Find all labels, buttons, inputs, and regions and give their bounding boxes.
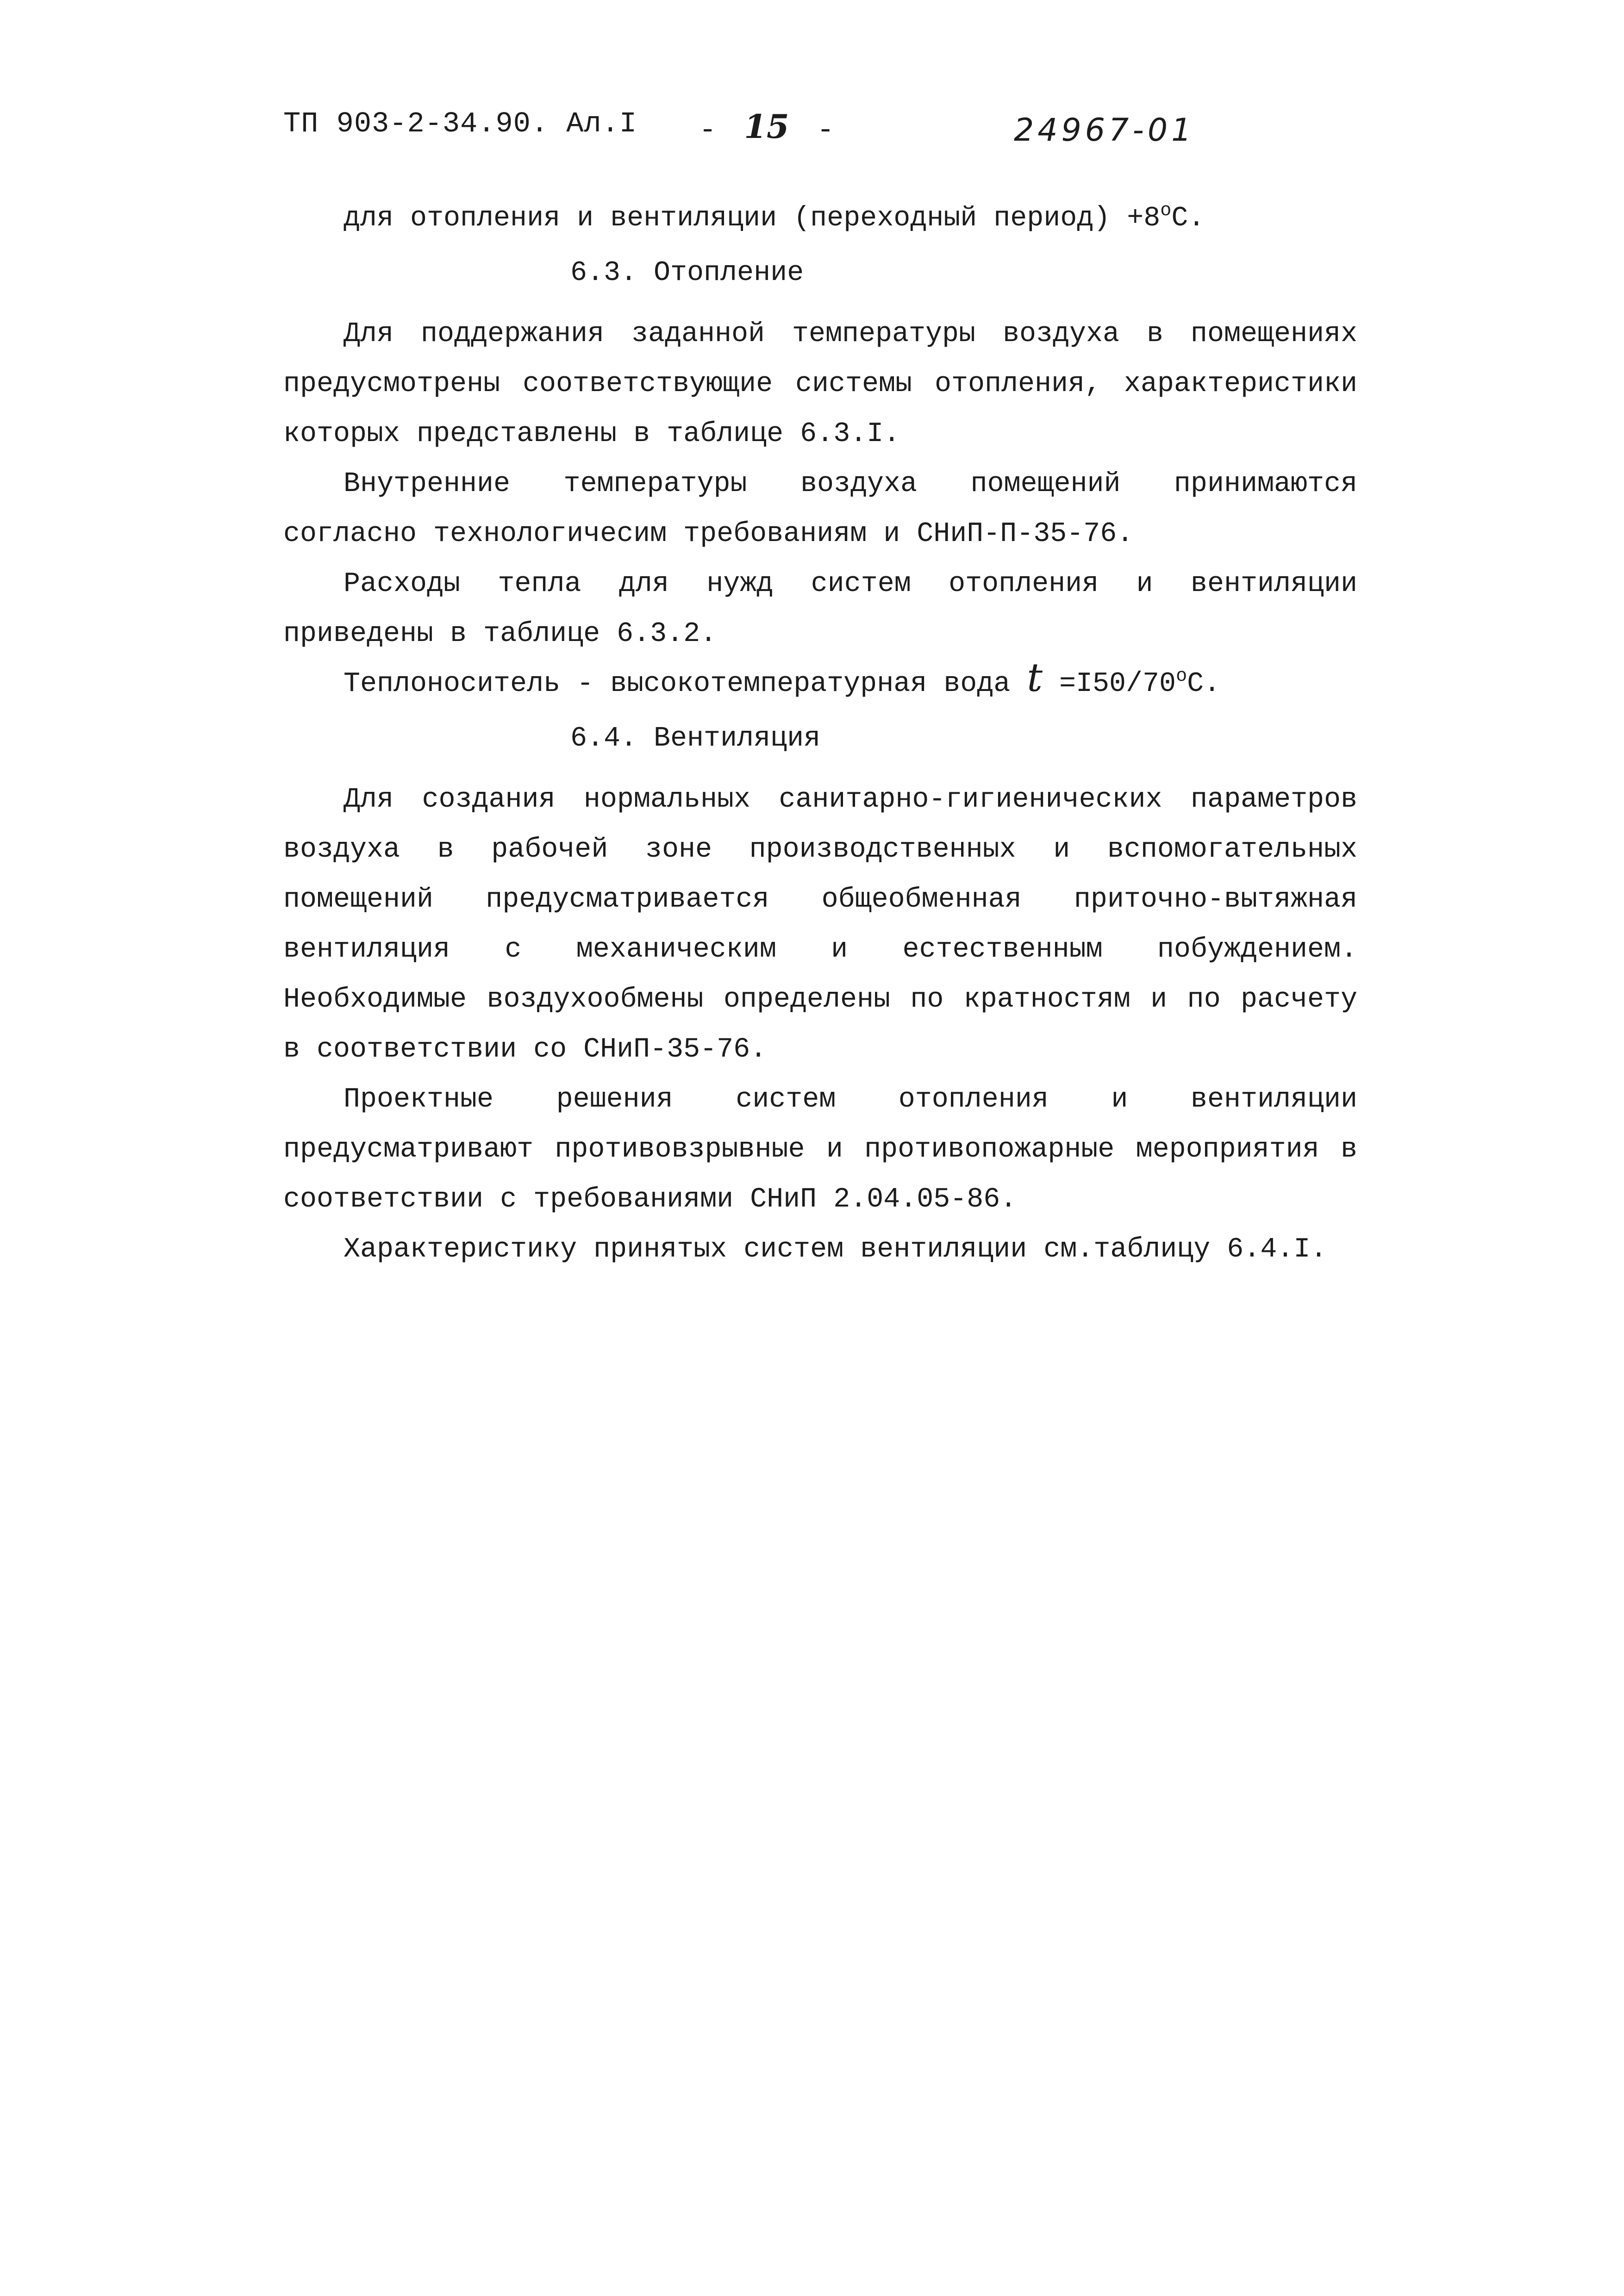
intro-line-unit: C. — [1171, 203, 1205, 234]
intro-line-degree: o — [1160, 200, 1172, 221]
ventilation-paragraph-1: Для создания нормальных санитарно-гигиенических параметров воздуха в рабочей зоне производственных и вспомогательных помещений предусматривается общеобменная приточно-вытяжная вентиляция с механическим и естественным побуждением. Необходимые воздухообмены определены по кратностям и по расчету в соответствии со СНиП-35-76. — [283, 784, 1357, 1065]
document-body — [283, 193, 1357, 1275]
section-heading-ventilation: 6.4. Вентиляция — [570, 723, 821, 754]
page-number-dash-right: - — [817, 114, 834, 147]
heating-paragraph-4 — [283, 655, 1357, 709]
temperature-symbol: t — [1027, 655, 1043, 700]
heating-paragraph-2: Внутренние температуры воздуха помещений принимаются согласно технологичесим требованиям и СНиП-П-35-76. — [283, 468, 1357, 550]
coolant-value: =I50/70 — [1043, 668, 1176, 700]
coolant-unit: C. — [1187, 668, 1221, 700]
page-number-dash-left: - — [699, 114, 717, 147]
document-code: ТП 903-2-34.90. Ал.I — [283, 107, 637, 140]
ventilation-paragraph-3: Характеристику принятых систем вентиляции см.таблицу 6.4.I. — [344, 1234, 1327, 1265]
ventilation-paragraph-2: Проектные решения систем отопления и вентиляции предусматривают противовзрывные и противопожарные мероприятия в соответствии с требованиями СНиП 2.04.05-86. — [283, 1084, 1357, 1215]
section-heading-heating: 6.3. Отопление — [570, 257, 804, 289]
heating-paragraph-3: Расходы тепла для нужд систем отопления и вентиляции приведены в таблице 6.3.2. — [283, 568, 1357, 650]
coolant-text: Теплоноситель - высокотемпературная вода — [344, 668, 1011, 700]
page-number-value: 15 — [744, 107, 789, 146]
heating-paragraph-1: Для поддержания заданной температуры воздуха в помещениях предусмотрены соответствующие системы отопления, характеристики которых представлены в таблице 6.3.I. — [283, 318, 1357, 450]
page-number — [699, 107, 834, 147]
page-header — [0, 107, 1624, 158]
archive-number: 24967-01 — [1014, 112, 1195, 149]
coolant-degree: o — [1176, 666, 1187, 687]
intro-line-text: для отопления и вентиляции (переходный период) +8 — [344, 203, 1161, 234]
intro-line — [283, 193, 1357, 243]
